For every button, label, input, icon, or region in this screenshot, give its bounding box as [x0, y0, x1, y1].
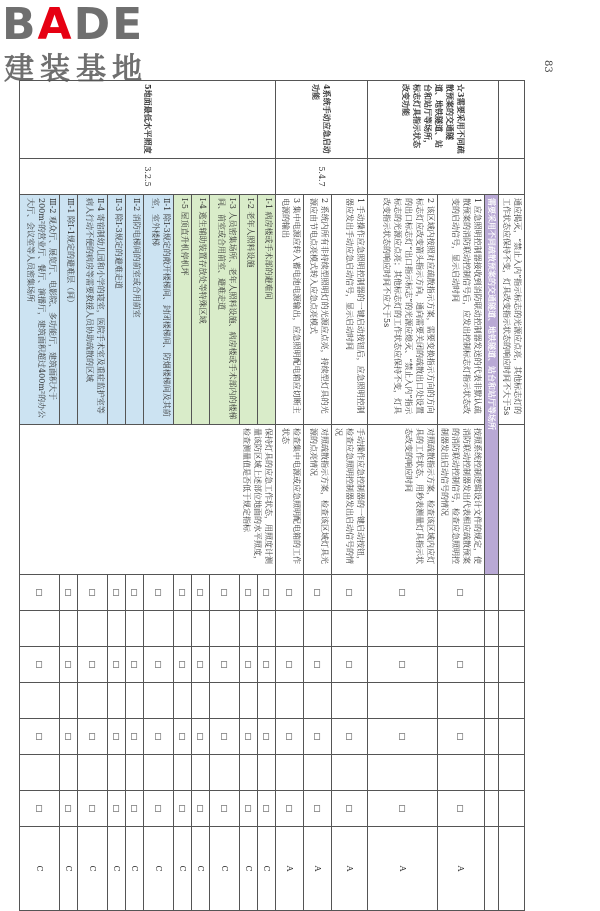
- checkbox[interactable]: □: [304, 647, 332, 683]
- grade: C: [240, 827, 258, 911]
- checkbox[interactable]: □: [174, 791, 192, 827]
- item3-check1: 按照系统控制逻辑设计文件的规定，使消防联动控制器发出代表相应疏散预案的消防联动控制信号，检查应急照明控制器发出启动信号的情况: [438, 425, 485, 575]
- item3-clause: [368, 159, 499, 195]
- checkbox[interactable]: □: [276, 647, 304, 683]
- checkbox[interactable]: □: [78, 647, 108, 683]
- grade: C: [20, 827, 60, 911]
- checkbox[interactable]: □: [258, 647, 276, 683]
- checkbox[interactable]: □: [304, 719, 332, 755]
- grade: A: [332, 827, 368, 911]
- checkbox[interactable]: □: [108, 791, 126, 827]
- item3-sub1: 1 应急照明控制器接收到消防联动控制器发送的代表非默认疏散预案的消防联动控制信号后，应发出控制标志灯指示状态改变的启动信号，显示启动时间: [438, 195, 485, 425]
- illuminance-area-row: Ⅱ-3 除Ⅰ-3规定的避难走道: [108, 195, 126, 425]
- grade: C: [108, 827, 126, 911]
- checkbox[interactable]: □: [108, 575, 126, 611]
- item5-clause: 3.2.5: [20, 159, 276, 195]
- grade: C: [144, 827, 174, 911]
- illuminance-area-row: Ⅰ-1 病房楼或手术部的避难间: [258, 195, 276, 425]
- checkbox[interactable]: □: [60, 719, 78, 755]
- section-heading: 需要采用不同疏散预案的交通隧道、地铁隧道、站台和站厅等场所: [485, 195, 499, 575]
- checkbox[interactable]: □: [144, 647, 174, 683]
- checkbox[interactable]: □: [276, 575, 304, 611]
- rotated-table: [26, 80, 525, 900]
- checkbox[interactable]: □: [240, 791, 258, 827]
- grade: C: [78, 827, 108, 911]
- checkbox[interactable]: □: [240, 647, 258, 683]
- checkbox[interactable]: □: [332, 791, 368, 827]
- check-cell-empty: [499, 425, 525, 575]
- grade: A: [438, 827, 485, 911]
- checkbox[interactable]: □: [78, 791, 108, 827]
- checkbox[interactable]: □: [174, 575, 192, 611]
- checkbox[interactable]: □: [20, 719, 60, 755]
- continued-text: 通应揭灭，“禁止入内”指示标志的光源应点亮，其他标志灯的工作状态应保持不变，灯具改变指示状态的响应时间不大于5s: [499, 195, 525, 425]
- item4-check1: 手动操作应急控制器的一键启动按钮，检查应急照明控制器发出启动信号的情况: [332, 425, 368, 575]
- item4-check3: 检查集中电源或应急照明配电箱的工作状态: [276, 425, 304, 575]
- checkbox[interactable]: □: [144, 575, 174, 611]
- checkbox[interactable]: □: [174, 719, 192, 755]
- checkbox[interactable]: □: [20, 575, 60, 611]
- checkbox[interactable]: □: [60, 647, 78, 683]
- item3-check2: 对照疏散指示方案，检查该区域内应灯具的工作状态，用秒表测量灯具指示状态改变的响应时间: [368, 425, 438, 575]
- checkbox[interactable]: □: [258, 719, 276, 755]
- checkbox[interactable]: □: [304, 791, 332, 827]
- checkbox[interactable]: □: [332, 575, 368, 611]
- checkbox[interactable]: □: [126, 719, 144, 755]
- checkbox[interactable]: □: [78, 575, 108, 611]
- item4-sub1: 1 手动操作应急照明控制器的一键启动按钮后，应急照明控制器应发出手动应急启动信号，显示启动时间: [332, 195, 368, 425]
- checkbox[interactable]: □: [126, 575, 144, 611]
- checkbox[interactable]: □: [258, 791, 276, 827]
- illuminance-area-row: Ⅱ-1 除Ⅰ-3规定的敞开楼梯间、封闭楼梯间、防烟楼梯间及其前室，室外楼梯: [144, 195, 174, 425]
- checkbox[interactable]: □: [210, 647, 240, 683]
- checkbox[interactable]: □: [192, 647, 210, 683]
- checkbox[interactable]: □: [240, 719, 258, 755]
- checkbox[interactable]: □: [144, 791, 174, 827]
- brand-logo-chinese: 建装基地: [4, 52, 148, 87]
- checkbox[interactable]: □: [332, 719, 368, 755]
- item3-sub2: 2 该区域内按照对应疏散指示方案，需要变换指示方向的方向标志灯应改变箭头指示方向，通向需要关闭的疏散出口处设置的出口标志灯“出口指示标志”的光源应熄灭、“禁止入内”指示标志的光源应点亮；其他标志灯的工作状态应保持不变，灯具改变指示状态的响应时间不应大于5s: [368, 195, 438, 425]
- illuminance-area-row: Ⅰ-2 老年人照料设施: [240, 195, 258, 425]
- checkbox[interactable]: □: [174, 647, 192, 683]
- checkbox[interactable]: □: [276, 791, 304, 827]
- checkbox[interactable]: □: [192, 791, 210, 827]
- checkbox[interactable]: □: [108, 647, 126, 683]
- checkbox[interactable]: □: [210, 575, 240, 611]
- checkbox[interactable]: □: [304, 575, 332, 611]
- checkbox[interactable]: □: [258, 575, 276, 611]
- checkbox[interactable]: □: [368, 575, 438, 611]
- checkbox[interactable]: □: [276, 719, 304, 755]
- grade: C: [174, 827, 192, 911]
- checkbox[interactable]: □: [78, 719, 108, 755]
- grade: C: [126, 827, 144, 911]
- grade: C: [210, 827, 240, 911]
- checkbox[interactable]: □: [438, 791, 485, 827]
- checkbox[interactable]: □: [368, 791, 438, 827]
- grade: A: [368, 827, 438, 911]
- checkbox[interactable]: □: [368, 719, 438, 755]
- item4-check2: 对照疏散指示方案，检查该区域灯具光源的点亮情况: [304, 425, 332, 575]
- illuminance-area-row: Ⅱ-4 寄宿制幼儿园和小学的寝室，医院手术室及重症监护室等病人行动不便的病房等需要救援人员协助疏散的区域: [78, 195, 108, 425]
- illuminance-area-row: Ⅲ-1 除Ⅰ-1规定的避难层（间）: [60, 195, 78, 425]
- page-number: 83: [542, 60, 553, 73]
- illuminance-area-row: Ⅲ-2 观众厅、展览厅、电影院、多功能厅，建筑面积大于200m²的营业厅、餐厅、演播厅，建筑面积超过400m²的办公大厅、会议室等人员密集场所: [20, 195, 60, 425]
- checkbox[interactable]: □: [108, 719, 126, 755]
- item4-title: 4系统手动应急启动功能: [276, 81, 368, 159]
- checkbox[interactable]: □: [60, 791, 78, 827]
- item4-sub2: 2 系统内所有非持续型照明灯的光源应点亮，持续型灯具的光源应由节电点亮模式转入应急点亮模式: [304, 195, 332, 425]
- checkbox[interactable]: □: [240, 575, 258, 611]
- item4-clause: 5.4.7: [276, 159, 368, 195]
- brand-logo: [0, 0, 200, 90]
- illuminance-area-row: Ⅱ-2 消防电梯间的前室或合用前室: [126, 195, 144, 425]
- illuminance-area-row: Ⅰ-5 屋顶直升机停机坪: [174, 195, 192, 425]
- checkbox[interactable]: □: [60, 575, 78, 611]
- title-cell-empty: [499, 81, 525, 159]
- checkbox[interactable]: □: [126, 791, 144, 827]
- checkbox[interactable]: □: [126, 647, 144, 683]
- checkbox[interactable]: □: [20, 647, 60, 683]
- grade: A: [276, 827, 304, 911]
- brand-logo-text: BADE: [2, 0, 145, 50]
- checkbox[interactable]: □: [192, 575, 210, 611]
- item4-sub3: 3 集中电源应转入蓄电池电源输出，应急照明配电箱应切断主电源的输出: [276, 195, 304, 425]
- grade: C: [192, 827, 210, 911]
- item5-checks: 保持灯具的应急工作状态，用照度计测量该防区域上述部位地面的水平照度，检查测量值是否低于规定指标: [20, 425, 276, 575]
- checkbox[interactable]: □: [144, 719, 174, 755]
- grade: C: [258, 827, 276, 911]
- checkbox[interactable]: □: [332, 647, 368, 683]
- grade: C: [60, 827, 78, 911]
- checkbox[interactable]: □: [438, 719, 485, 755]
- checkbox[interactable]: □: [192, 719, 210, 755]
- inspection-table: [19, 80, 525, 911]
- checkbox[interactable]: □: [20, 791, 60, 827]
- illuminance-area-row: Ⅰ-4 逃生辅助装置存放处等特殊区域: [192, 195, 210, 425]
- illuminance-area-row: Ⅰ-3 人员密集场所、老年人照料设施、病房楼或手术部内的楼梯间、前室或合用前室、避难走道: [210, 195, 240, 425]
- checkbox[interactable]: □: [438, 575, 485, 611]
- checkbox[interactable]: □: [210, 791, 240, 827]
- checkbox[interactable]: □: [438, 647, 485, 683]
- clause-cell-empty: [499, 159, 525, 195]
- checkbox[interactable]: □: [368, 647, 438, 683]
- item5-title: 5地面最低水平照度: [20, 81, 276, 159]
- item3-title: ☆3需要采用不同疏散预案的交通隧道、地铁隧道、站台和站厅等场所，标志灯具指示状态改变功能: [368, 81, 499, 159]
- checkbox[interactable]: □: [210, 719, 240, 755]
- grade: A: [304, 827, 332, 911]
